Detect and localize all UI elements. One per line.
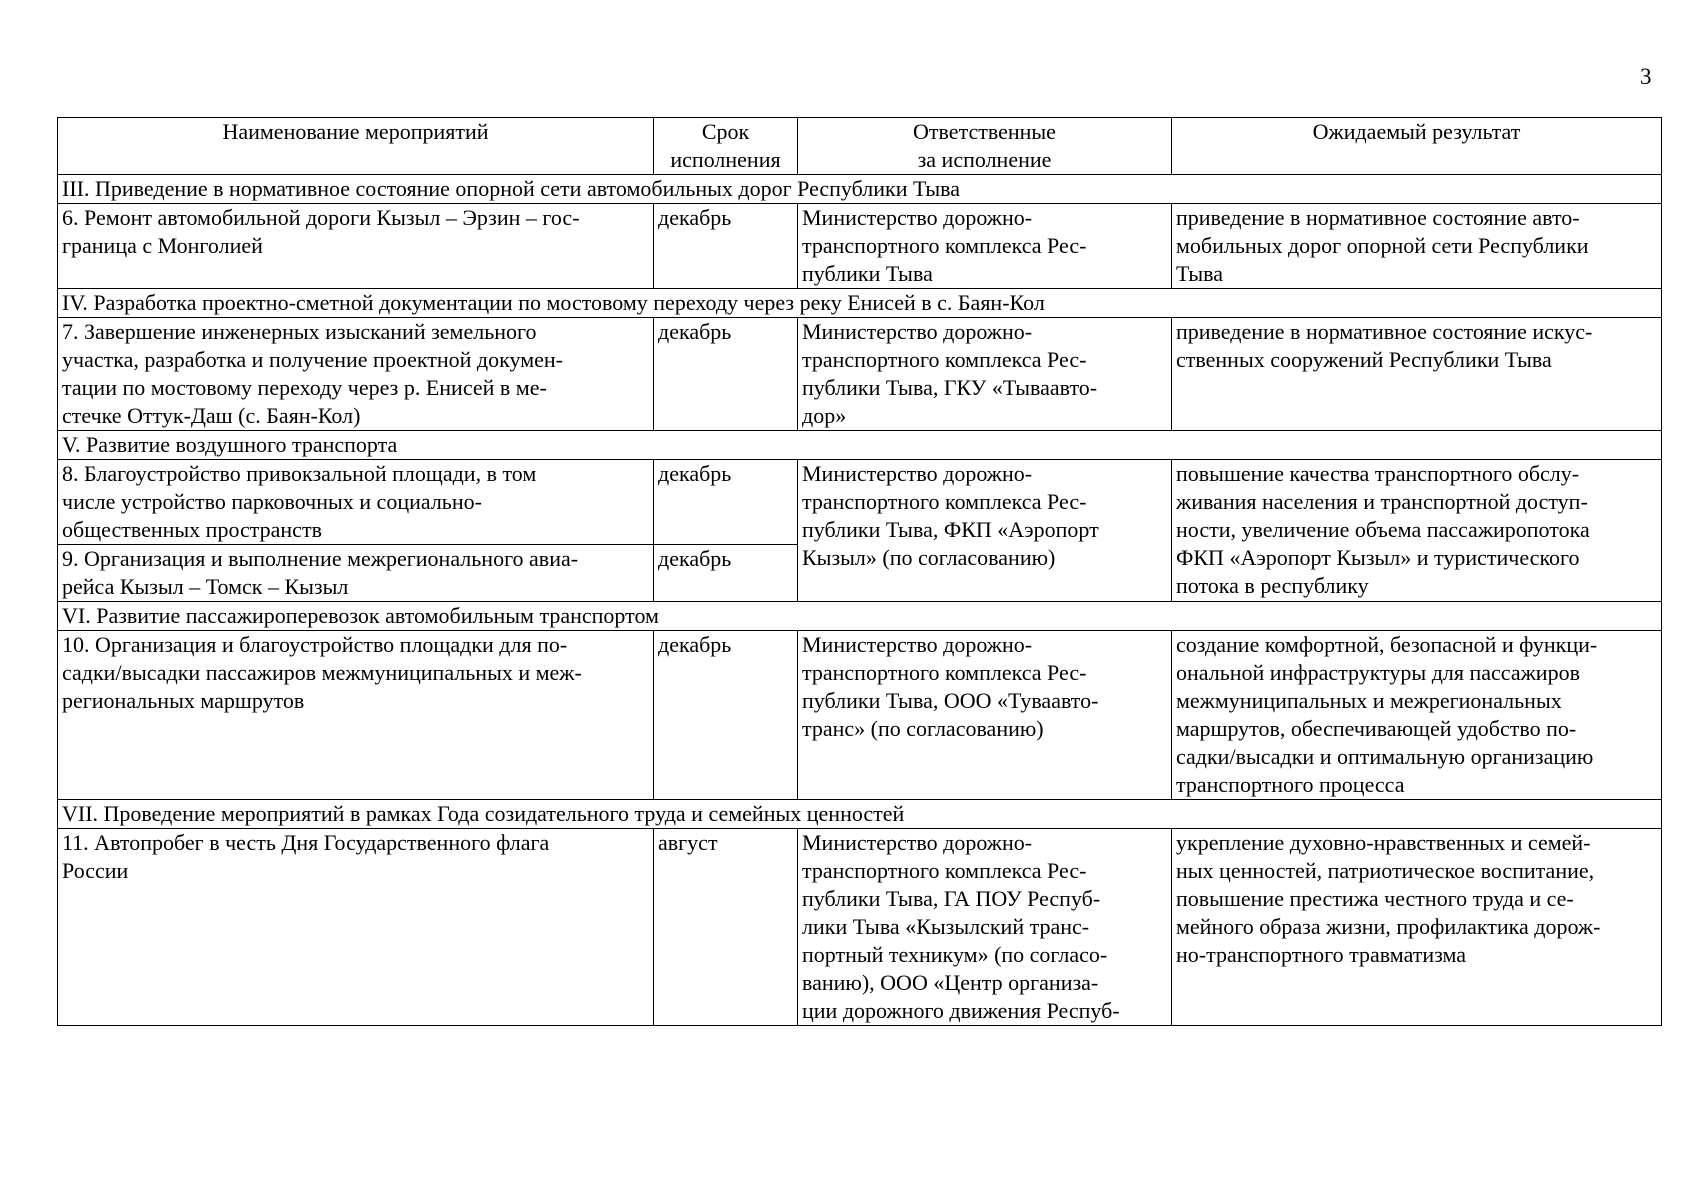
event-responsible: Министерство дорожно- транспортного комплекса Рес- публики Тыва, ГКУ «Тываавто- дор» [798,318,1172,431]
section-heading-row [58,602,1662,631]
header-name: Наименование мероприятий [58,118,654,175]
event-result: приведение в нормативное состояние авто- мобильных дорог опорной сети Республики Тыва [1172,204,1662,289]
event-result: повышение качества транспортного обслу- живания населения и транспортной доступ- ности, увеличение объема пассажиропотока ФКП «Аэропорт Кызыл» и туристического потока в республику [1172,460,1662,602]
section-title: V. Развитие воздушного транспорта [58,431,1662,460]
section-title: VI. Развитие пассажироперевозок автомобильным транспортом [58,602,1662,631]
event-deadline: декабрь [654,318,798,431]
section-heading-row [58,175,1662,204]
table-row [58,460,1662,545]
event-result: создание комфортной, безопасной и функци- ональной инфраструктуры для пассажиров межмуниципальных и межрегиональных маршрутов, обеспечивающей удобство по- садки/высадки и оптимальную организацию транспортного процесса [1172,631,1662,800]
header-responsible: Ответственные за исполнение [798,118,1172,175]
event-name: 11. Автопробег в честь Дня Государственного флага России [58,829,654,1026]
table-header-row [58,118,1662,175]
section-heading-row [58,431,1662,460]
event-deadline: август [654,829,798,1026]
events-table [57,117,1662,1026]
event-result: приведение в нормативное состояние искус- ственных сооружений Республики Тыва [1172,318,1662,431]
event-name: 9. Организация и выполнение межрегионального авиа- рейса Кызыл – Томск – Кызыл [58,545,654,602]
event-name: 10. Организация и благоустройство площадки для по- садки/высадки пассажиров межмуниципальных и меж- региональных маршрутов [58,631,654,800]
event-name: 8. Благоустройство привокзальной площади, в том числе устройство парковочных и социально- общественных пространств [58,460,654,545]
table-row [58,204,1662,289]
event-responsible: Министерство дорожно- транспортного комплекса Рес- публики Тыва, ФКП «Аэропорт Кызыл» (по согласованию) [798,460,1172,602]
event-name: 6. Ремонт автомобильной дороги Кызыл – Эрзин – гос- граница с Монголией [58,204,654,289]
table-row [58,829,1662,1026]
table-row [58,631,1662,800]
section-heading-row [58,800,1662,829]
event-deadline: декабрь [654,460,798,545]
event-responsible: Министерство дорожно- транспортного комплекса Рес- публики Тыва, ГА ПОУ Респуб- лики Тыва «Кызылский транс- портный техникум» (по согласо- ванию), ООО «Центр организа- ции дорожного движения Респуб- [798,829,1172,1026]
section-title: VII. Проведение мероприятий в рамках Года созидательного труда и семейных ценностей [58,800,1662,829]
event-deadline: декабрь [654,545,798,602]
event-deadline: декабрь [654,631,798,800]
event-responsible: Министерство дорожно- транспортного комплекса Рес- публики Тыва, ООО «Туваавто- транс» (по согласованию) [798,631,1172,800]
event-result: укрепление духовно-нравственных и семей- ных ценностей, патриотическое воспитание, повышение престижа честного труда и се- мейного образа жизни, профилактика дорож- но-транспортного травматизма [1172,829,1662,1026]
event-name: 7. Завершение инженерных изысканий земельного участка, разработка и получение проектной докумен- тации по мостовому переходу через р. Енисей в ме- стечке Оттук-Даш (с. Баян-Кол) [58,318,654,431]
header-deadline: Срок исполнения [654,118,798,175]
event-responsible: Министерство дорожно- транспортного комплекса Рес- публики Тыва [798,204,1172,289]
event-deadline: декабрь [654,204,798,289]
table-row [58,318,1662,431]
page-number: 3 [1640,64,1652,89]
section-title: IV. Разработка проектно-сметной документации по мостовому переходу через реку Енисей в с. Баян-Кол [58,289,1662,318]
section-title: III. Приведение в нормативное состояние опорной сети автомобильных дорог Республики Тыва [58,175,1662,204]
header-result: Ожидаемый результат [1172,118,1662,175]
section-heading-row [58,289,1662,318]
